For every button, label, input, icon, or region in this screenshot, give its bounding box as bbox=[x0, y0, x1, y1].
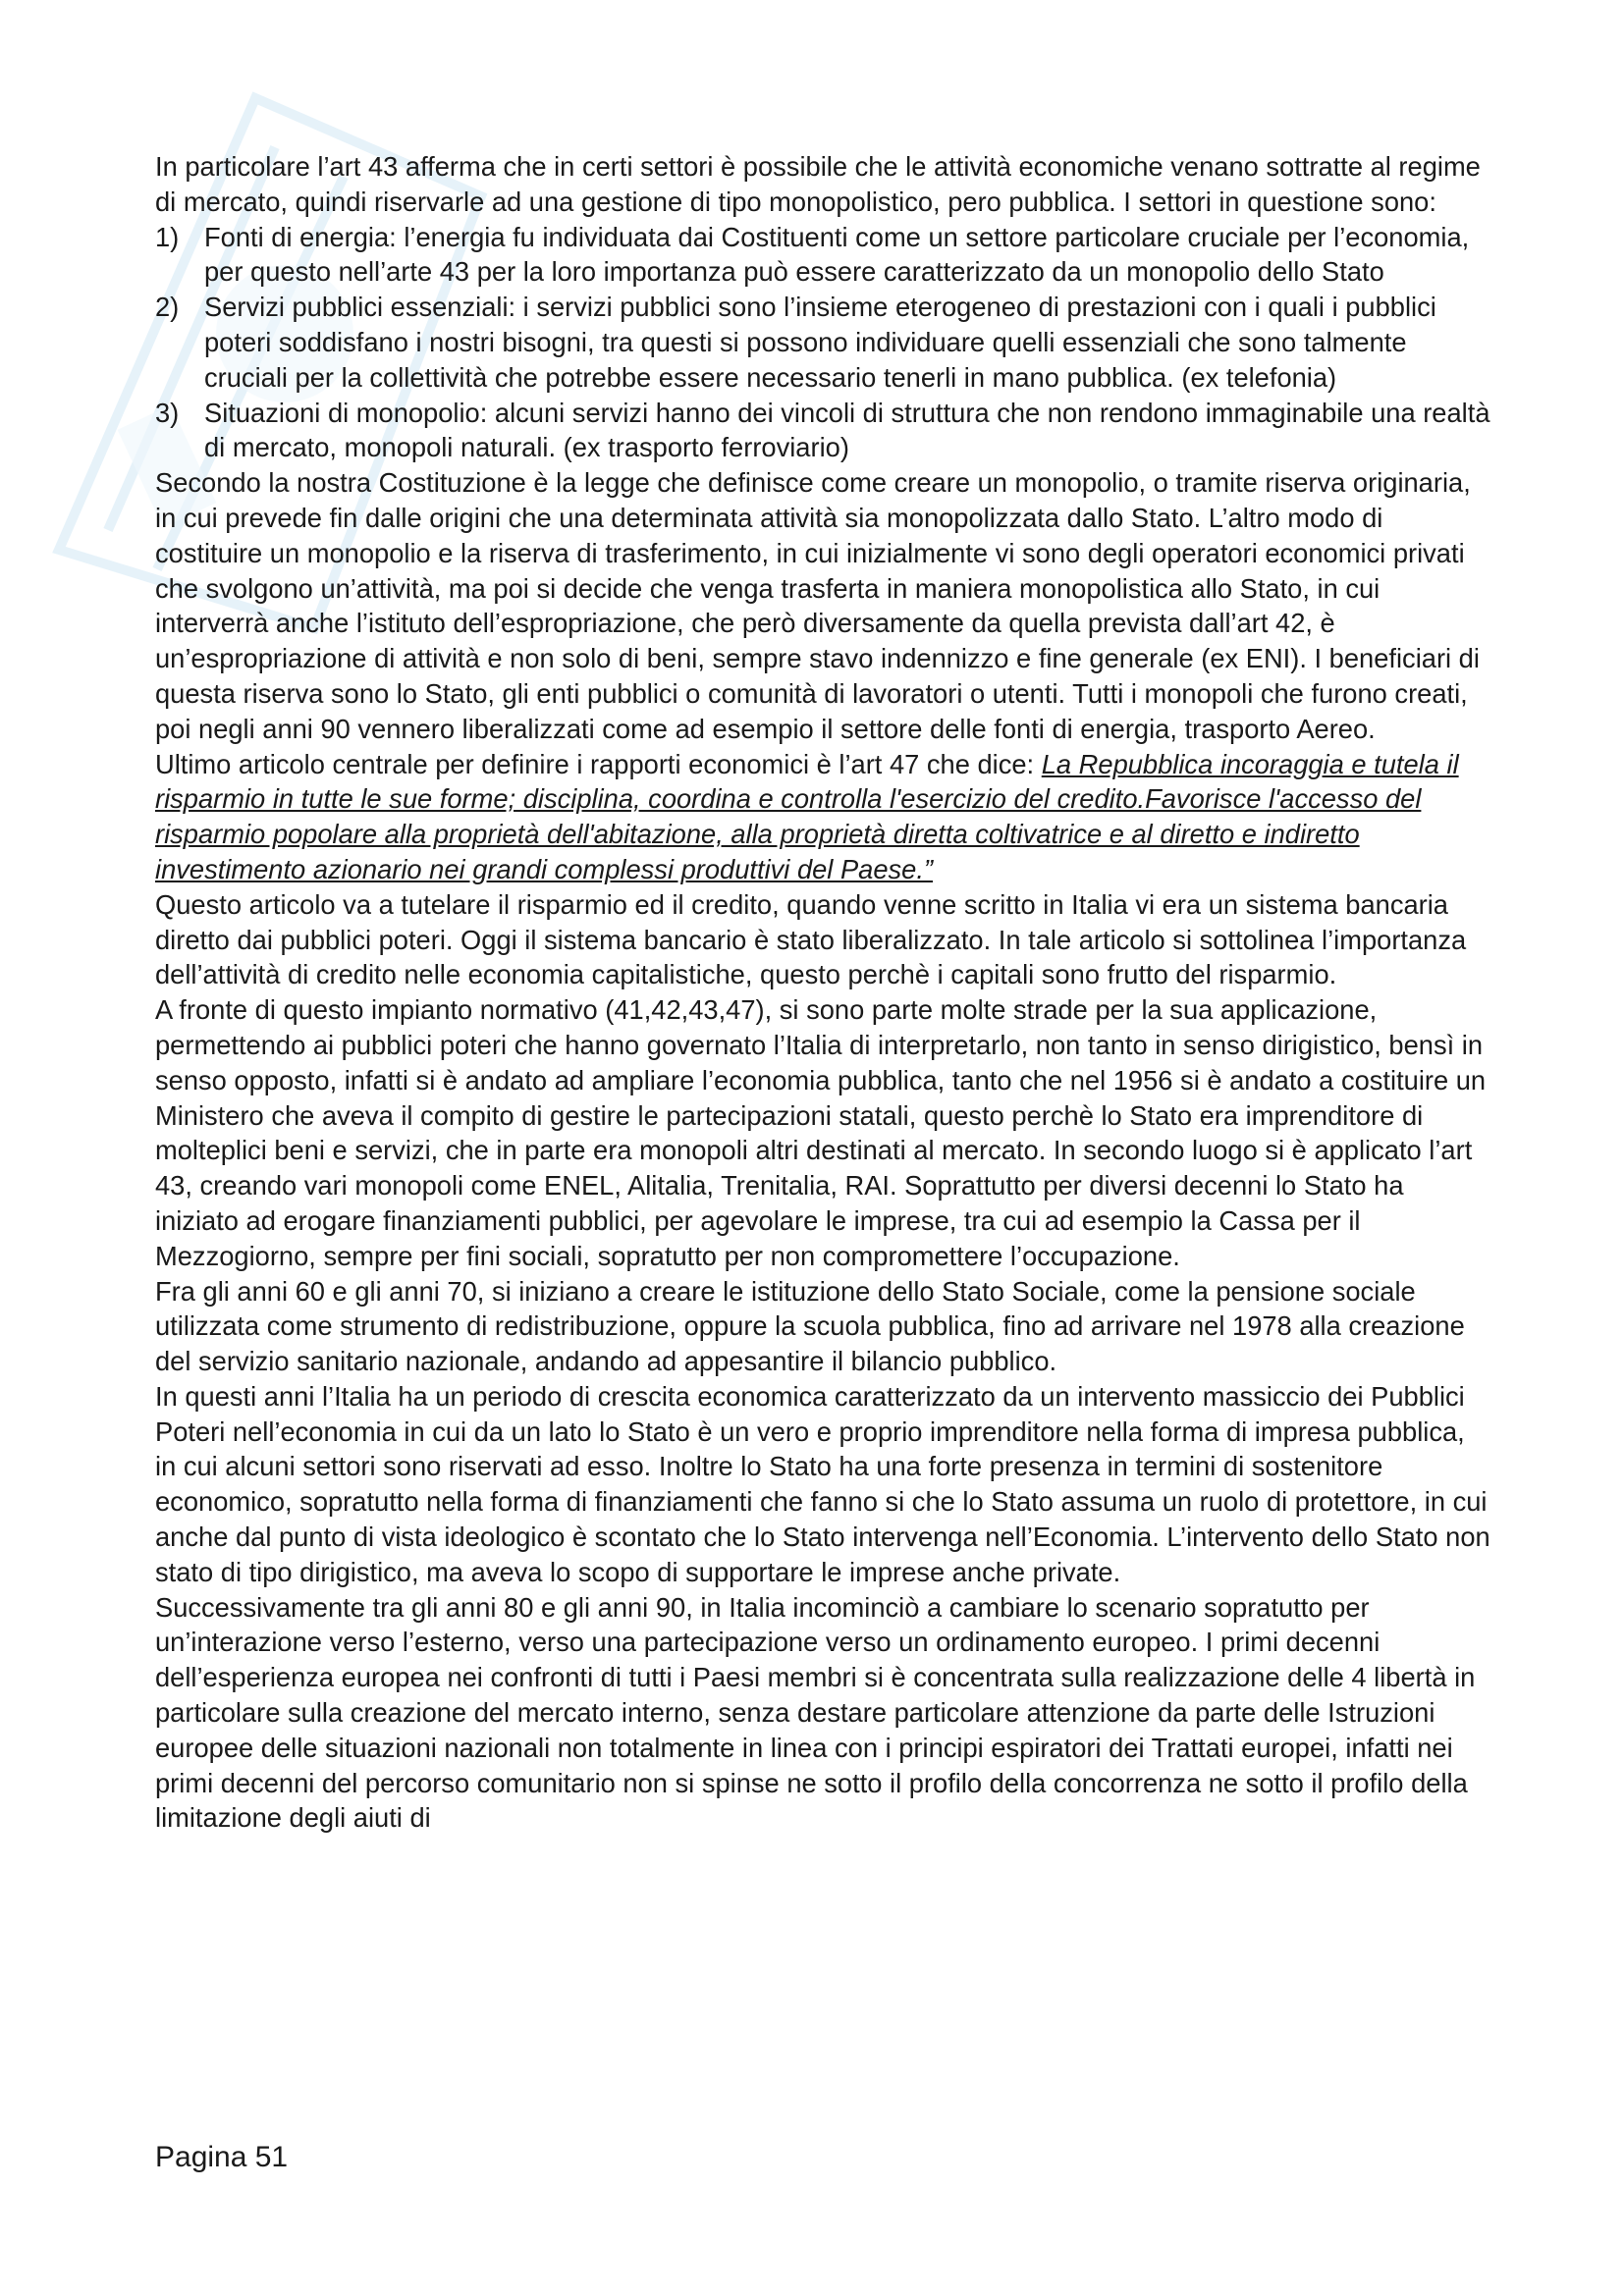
list-item-number: 1) bbox=[155, 221, 180, 252]
paragraph-europa: Successivamente tra gli anni 80 e gli anni 90, in Italia incominciò a cambiare lo scenario sopratutto per un’interazione verso l’esterno, verso una partecipazione verso un ordinamento europeo. I primi decenni dell’esperienza europea nei confronti di tutti i Paesi membri si è concentrata sulla realizzazione delle 4 libertà in particolare sulla creazione del mercato interno, senza destare particolare attenzione da parte delle Istruzioni europee delle situazioni nazionali non totalmente in linea con i principi espiratori dei Trattati europei, infatti nei primi decenni del percorso comunitario non si spinse ne sotto il profilo della concorrenza ne sotto il profilo della limitazione degli aiuti di bbox=[155, 1591, 1476, 1834]
list-item bbox=[155, 220, 1490, 291]
list-item-number: 2) bbox=[155, 292, 180, 323]
art47-quote: La Repubblica incoraggia e tutela il risparmio in tutte le sue forme; disciplina, coordina e controlla l'esercizio del credito.Favorisce l'accesso del risparmio popolare alla proprietà dell'abitazione, alla proprietà diretta coltivatrice e al diretto e indiretto investimento azionario nei grandi complessi produttivi del Paese.” bbox=[155, 748, 1459, 884]
list-item-text: Servizi pubblici essenziali: i servizi pubblici sono l’insieme eterogeneo di prestazioni con i quali i pubblici poteri soddisfano i nostri bisogni, tra questi si possono individuare quelli essenziali che sono talmente cruciali per la collettività che potrebbe essere necessario tenerli in mano pubblica. (ex telefonia) bbox=[204, 292, 1436, 393]
document-page bbox=[155, 149, 1490, 1836]
paragraph-stato-sociale: Fra gli anni 60 e gli anni 70, si iniziano a creare le istituzione dello Stato Sociale, come la pensione sociale utilizzata come strumento di redistribuzione, oppure la scuola pubblica, fino ad arrivare nel 1978 alla creazione del servizio sanitario nazionale, andando ad appesantire il bilancio pubblico. bbox=[155, 1275, 1465, 1377]
paragraph-intro: In particolare l’art 43 afferma che in certi settori è possibile che le attività economiche venano sottratte al regime di mercato, quindi riservarle ad una gestione di tipo monopolistico, pero pubblica. I settori in questione sono: bbox=[155, 151, 1481, 217]
list-item bbox=[155, 396, 1490, 466]
art47-lead: Ultimo articolo centrale per definire i rapporti economici è l’art 47 che dice: bbox=[155, 748, 1042, 779]
list-item-number: 3) bbox=[155, 397, 180, 428]
sectors-list bbox=[155, 220, 1490, 466]
list-item-text: Situazioni di monopolio: alcuni servizi hanno dei vincoli di struttura che non rendono immaginabile una realtà di mercato, monopoli naturali. (ex trasporto ferroviario) bbox=[204, 397, 1490, 463]
page-number: Pagina 51 bbox=[155, 2141, 289, 2173]
paragraph-impianto: A fronte di questo impianto normativo (41,42,43,47), si sono parte molte strade per la sua applicazione, permettendo ai pubblici poteri che hanno governato l’Italia di interpretarlo, non tanto in senso dirigistico, bensì in senso opposto, infatti si è andato ad ampliare l’economia pubblica, tanto che nel 1956 si è andato a costituire un Ministero che aveva il compito di gestire le partecipazioni statali, questo perchè lo Stato era imprenditore di molteplici beni e servizi, che in parte era monopoli altri destinati al mercato. In secondo luogo si è applicato l’art 43, creando vari monopoli come ENEL, Alitalia, Trenitalia, RAI. Soprattutto per diversi decenni lo Stato ha iniziato ad erogare finanziamenti pubblici, per agevolare le imprese, tra cui ad esempio la Cassa per il Mezzogiorno, sempre per fini sociali, sopratutto per non compromettere l’occupazione. bbox=[155, 994, 1487, 1271]
paragraph-credito: Questo articolo va a tutelare il risparmio ed il credito, quando venne scritto in Italia vi era un sistema bancaria diretto dai pubblici poteri. Oggi il sistema bancario è stato liberalizzato. In tale articolo si sottolinea l’importanza dell’attività di credito nelle economia capitalistiche, questo perchè i capitali sono frutto del risparmio. bbox=[155, 888, 1467, 990]
paragraph-art47 bbox=[155, 747, 1490, 887]
paragraph-crescita: In questi anni l’Italia ha un periodo di crescita economica caratterizzato da un intervento massiccio dei Pubblici Poteri nell’economia in cui da un lato lo Stato è un vero e proprio imprenditore nella forma di impresa pubblica, in cui alcuni settori sono riservati ad esso. Inoltre lo Stato ha una forte presenza in termini di sostenitore economico, sopratutto nella forma di finanziamenti che fanno si che lo Stato assuma un ruolo di protettore, in cui anche dal punto di vista ideologico è scontato che lo Stato intervenga nell’Economia. L’intervento dello Stato non stato di tipo dirigistico, ma aveva lo scopo di supportare le imprese anche private. bbox=[155, 1380, 1490, 1587]
list-item bbox=[155, 290, 1490, 395]
list-item-text: Fonti di energia: l’energia fu individuata dai Costituenti come un settore particolare cruciale per l’economia, per questo nell’arte 43 per la loro importanza può essere caratterizzato da un monopolio dello Stato bbox=[204, 221, 1470, 288]
paragraph-riserva: Secondo la nostra Costituzione è la legge che definisce come creare un monopolio, o tramite riserva originaria, in cui prevede fin dalle origini che una determinata attività sia monopolizzata dallo Stato. L’altro modo di costituire un monopolio e la riserva di trasferimento, in cui inizialmente vi sono degli operatori economici privati che svolgono un’attività, ma poi si decide che venga trasferta in maniera monopolistica allo Stato, in cui interverrà anche l’istituto dell’espropriazione, che però diversamente da quella prevista dall’art 42, è un’espropriazione di attività e non solo di beni, sempre stavo indennizzo e fine generale (ex ENI). I beneficiari di questa riserva sono lo Stato, gli enti pubblici o comunità di lavoratori o utenti. Tutti i monopoli che furono creati, poi negli anni 90 vennero liberalizzati come ad esempio il settore delle fonti di energia, trasporto Aereo. bbox=[155, 467, 1480, 744]
